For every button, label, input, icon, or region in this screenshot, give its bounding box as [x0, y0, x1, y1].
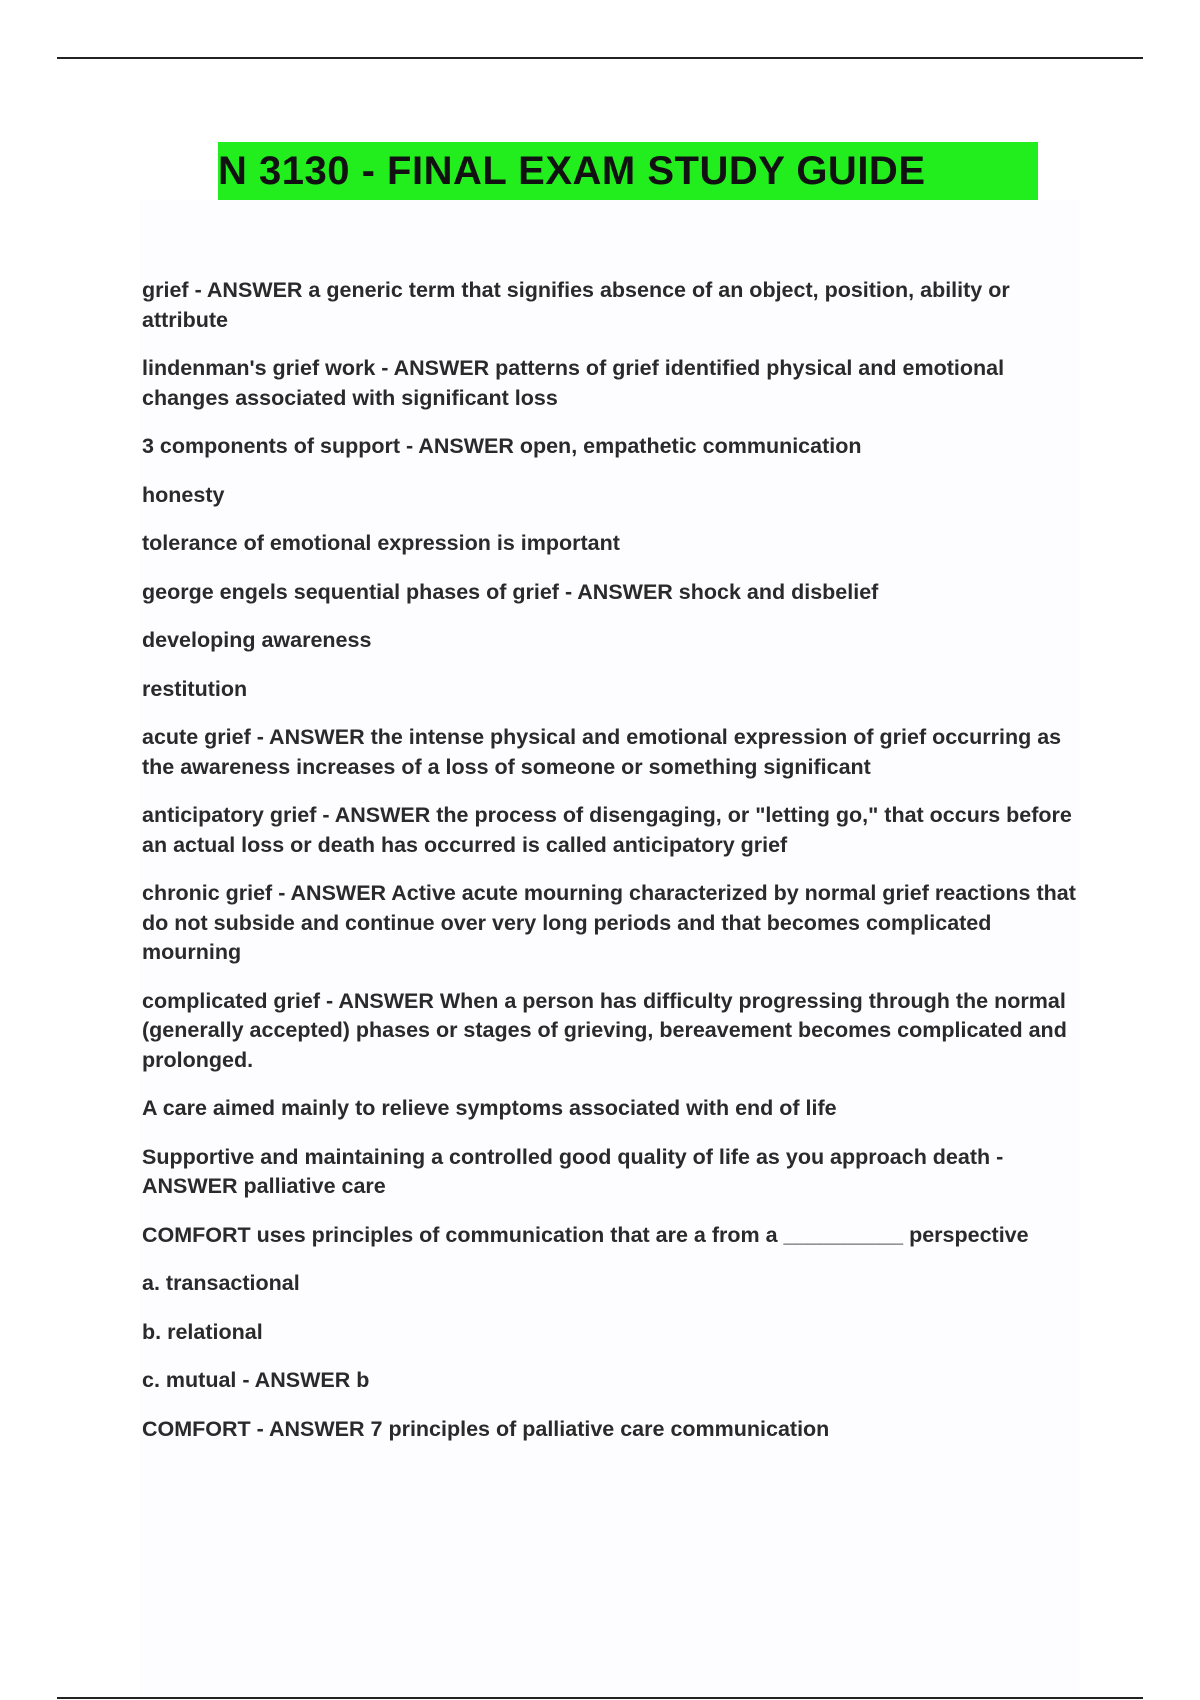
study-entry: honesty — [142, 482, 225, 507]
top-rule — [57, 57, 1143, 59]
study-entry: COMFORT uses principles of communication that are a from a __________ perspective — [142, 1222, 1029, 1247]
study-entry: george engels sequential phases of grief - ANSWER shock and disbelief — [142, 579, 879, 604]
study-entry: acute grief - ANSWER the intense physical and emotional expression of grief occurring as the awareness increases of a loss of someone or something significant — [142, 725, 1062, 779]
study-entry: c. mutual - ANSWER b — [142, 1368, 370, 1392]
study-entry: chronic grief - ANSWER Active acute mourning characterized by normal grief reactions that do not subside and continue over very long periods and that becomes complicated mourning — [142, 881, 1076, 964]
study-entry: restitution — [142, 676, 248, 701]
study-entry: Supportive and maintaining a controlled good quality of life as you approach death - ANSWER palliative care — [142, 1144, 1004, 1198]
study-entry: developing awareness — [142, 628, 372, 652]
study-entry: grief - ANSWER a generic term that signifies absence of an object, position, ability or attribute — [142, 278, 1010, 332]
study-entry: b. relational — [142, 1319, 263, 1344]
study-entry: lindenman's grief work - ANSWER patterns of grief identified physical and emotional changes associated with significant loss — [142, 356, 1005, 410]
study-entry: A care aimed mainly to relieve symptoms associated with end of life — [142, 1096, 837, 1120]
study-entry: a. transactional — [142, 1271, 300, 1295]
study-entries — [142, 276, 1082, 1463]
study-entry: COMFORT - ANSWER 7 principles of palliative care communication — [142, 1416, 830, 1441]
page-title: N 3130 - FINAL EXAM STUDY GUIDE — [218, 149, 926, 193]
study-entry: complicated grief - ANSWER When a person has difficulty progressing through the normal (generally accepted) phases or stages of grieving, bereavement becomes complicated and prolonged. — [142, 988, 1067, 1072]
title-highlight — [218, 142, 1038, 200]
bottom-rule — [57, 1697, 1143, 1699]
study-entry: 3 components of support - ANSWER open, empathetic communication — [142, 434, 862, 458]
study-entry: anticipatory grief - ANSWER the process of disengaging, or "letting go," that occurs before an actual loss or death has occurred is called anticipatory grief — [142, 803, 1072, 857]
study-entry: tolerance of emotional expression is important — [142, 531, 620, 555]
